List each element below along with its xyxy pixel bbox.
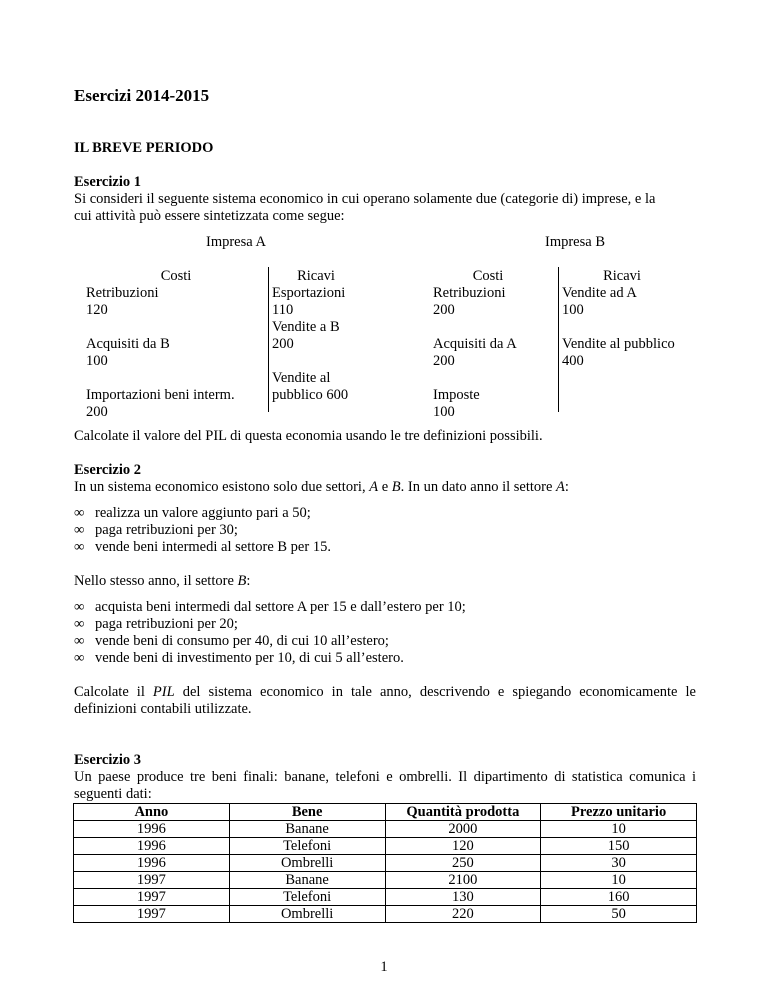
- table-cell: 50: [541, 906, 697, 923]
- list-item-text: paga retribuzioni per 20;: [95, 616, 238, 632]
- table-header-row: [74, 804, 697, 821]
- exercise-2-question-line-1: [74, 684, 696, 701]
- page-number: 1: [380, 959, 388, 975]
- firm-b-cost-line: 200: [433, 302, 455, 318]
- pil-term: PIL: [152, 684, 175, 700]
- exercise-1-heading: Esercizio 1: [74, 174, 141, 190]
- list-item-text: acquista beni intermedi dal settore A per 15 e dall’estero per 10;: [95, 599, 466, 615]
- table-cell: 30: [541, 855, 697, 872]
- table-cell: 250: [385, 855, 541, 872]
- table-cell: 10: [541, 821, 697, 838]
- firm-b-cost-line: Acquisiti da A: [433, 336, 517, 352]
- firm-b-costs-list: [433, 285, 553, 421]
- table-cell: 150: [541, 838, 697, 855]
- firm-a-cost-line: 200: [86, 404, 108, 420]
- intro-text: In un sistema economico esistono solo due settori,: [74, 479, 370, 495]
- sector-a-label: A: [556, 479, 565, 495]
- list-item-text: vende beni di investimento per 10, di cui 5 all’estero.: [95, 650, 404, 666]
- firm-a-cost-line: 120: [86, 302, 108, 318]
- table-cell: 2000: [385, 821, 541, 838]
- table-row: [74, 838, 697, 855]
- firm-b-cost-line: Retribuzioni: [433, 285, 506, 301]
- table-cell: 220: [385, 906, 541, 923]
- intro-text: :: [246, 573, 251, 589]
- list-item-text: vende beni intermedi al settore B per 15.: [95, 539, 331, 555]
- document-title: Esercizi 2014-2015: [74, 86, 210, 105]
- firm-b-title: Impresa B: [545, 234, 605, 250]
- list-item-text: realizza un valore aggiunto pari a 50;: [95, 505, 311, 521]
- firm-b-revenue-line: Vendite al pubblico: [562, 336, 675, 352]
- header-prezzo: Prezzo unitario: [541, 804, 697, 821]
- table-cell: 130: [385, 889, 541, 906]
- firm-b-cost-line: Imposte: [433, 387, 480, 403]
- bullet-icon: ∞: [74, 616, 85, 632]
- exercise-1-question: Calcolate il valore del PIL di questa economia usando le tre definizioni possibili.: [74, 428, 543, 444]
- table-cell: Banane: [229, 872, 385, 889]
- firm-a-divider: [268, 267, 269, 412]
- exercise-2-question-line-2: definizioni contabili utilizzate.: [74, 701, 252, 717]
- list-item: [74, 650, 696, 667]
- sector-b-label: B: [237, 573, 247, 589]
- list-item: [74, 599, 696, 616]
- table-row: [74, 906, 697, 923]
- firm-a-cost-line: [86, 319, 266, 336]
- table-cell: 1997: [74, 872, 230, 889]
- production-data-table: [73, 803, 697, 923]
- firm-a-cost-line: Importazioni beni interm.: [86, 387, 235, 403]
- exercise-3-intro-line-2: seguenti dati:: [74, 786, 152, 802]
- firm-a-revenue-line: pubblico 600: [272, 387, 349, 403]
- table-row: [74, 821, 697, 838]
- intro-text: e: [378, 479, 392, 495]
- firm-b-revenue-line: [562, 319, 702, 336]
- firm-b-revenues-header: Ricavi: [603, 268, 641, 284]
- list-item: [74, 633, 696, 650]
- exercise-3-intro-line-1: Un paese produce tre beni finali: banane, telefoni e ombrelli. Il dipartimento di statistica comunica i: [74, 769, 696, 785]
- firm-b-divider: [558, 267, 559, 412]
- firm-a-cost-line: [86, 370, 266, 387]
- sector-b-list: [74, 599, 696, 667]
- section-heading: IL BREVE PERIODO: [74, 140, 214, 156]
- list-item-text: paga retribuzioni per 30;: [95, 522, 238, 538]
- list-item: [74, 539, 696, 556]
- bullet-icon: ∞: [74, 633, 85, 649]
- list-item: [74, 616, 696, 633]
- firm-a-costs-list: [86, 285, 266, 421]
- firm-a-revenue-line: 110: [272, 302, 294, 318]
- table-row: [74, 889, 697, 906]
- sector-a-list: [74, 505, 696, 556]
- firm-a-revenue-line: Vendite a B: [272, 319, 340, 335]
- table-cell: 10: [541, 872, 697, 889]
- intro-text: . In un dato anno il settore: [400, 479, 557, 495]
- bullet-icon: ∞: [74, 539, 85, 555]
- exercise-1-intro-line-2: cui attività può essere sintetizzata come segue:: [74, 208, 345, 224]
- firm-b-cost-line: [433, 370, 553, 387]
- header-bene: Bene: [229, 804, 385, 821]
- table-cell: 1996: [74, 855, 230, 872]
- exercise-2-sector-b-intro: [74, 573, 696, 590]
- exercise-2-heading: Esercizio 2: [74, 462, 141, 478]
- list-item: [74, 522, 696, 539]
- table-cell: 120: [385, 838, 541, 855]
- table-cell: 1997: [74, 906, 230, 923]
- firm-a-revenue-line: 200: [272, 336, 294, 352]
- firm-a-revenue-line: [272, 353, 412, 370]
- firm-a-cost-line: Retribuzioni: [86, 285, 159, 301]
- table-cell: 2100: [385, 872, 541, 889]
- header-anno: Anno: [74, 804, 230, 821]
- list-item-text: vende beni di consumo per 40, di cui 10 all’estero;: [95, 633, 389, 649]
- firm-b-revenues-list: [562, 285, 702, 370]
- firm-a-costs-header: Costi: [160, 268, 192, 284]
- firm-a-revenues-list: [272, 285, 412, 404]
- table-row: [74, 872, 697, 889]
- sector-a-label: A: [369, 479, 379, 495]
- table-cell: 1996: [74, 821, 230, 838]
- exercise-1-intro-line-1: Si consideri il seguente sistema economico in cui operano solamente due (categorie di) imprese, e la: [74, 191, 656, 207]
- firm-b-cost-line: 100: [433, 404, 455, 420]
- intro-text: :: [564, 479, 569, 495]
- intro-text: Nello stesso anno, il settore: [74, 573, 238, 589]
- table-cell: Telefoni: [229, 838, 385, 855]
- bullet-icon: ∞: [74, 505, 85, 521]
- firm-b-revenue-line: 400: [562, 353, 584, 369]
- firm-a-cost-line: 100: [86, 353, 108, 369]
- bullet-icon: ∞: [74, 650, 85, 666]
- table-cell: 1996: [74, 838, 230, 855]
- table-cell: Ombrelli: [229, 906, 385, 923]
- firm-b-cost-line: [433, 319, 553, 336]
- question-text: Calcolate il: [74, 684, 153, 700]
- firm-a-revenues-header: Ricavi: [297, 268, 335, 284]
- table-row: [74, 855, 697, 872]
- bullet-icon: ∞: [74, 599, 85, 615]
- table-cell: Ombrelli: [229, 855, 385, 872]
- question-text: del sistema economico in tale anno, descrivendo e spiegando economicamente le: [174, 684, 696, 700]
- exercise-3-heading: Esercizio 3: [74, 752, 141, 768]
- table-cell: 160: [541, 889, 697, 906]
- list-item: [74, 505, 696, 522]
- table-cell: Banane: [229, 821, 385, 838]
- firm-b-costs-header: Costi: [472, 268, 504, 284]
- firm-a-title: Impresa A: [206, 234, 266, 250]
- exercise-2-intro: [74, 479, 696, 496]
- firm-b-revenue-line: 100: [562, 302, 584, 318]
- firm-b-cost-line: 200: [433, 353, 455, 369]
- header-quantita: Quantità prodotta: [385, 804, 541, 821]
- table-cell: 1997: [74, 889, 230, 906]
- firm-b-revenue-line: Vendite ad A: [562, 285, 637, 301]
- table-cell: Telefoni: [229, 889, 385, 906]
- bullet-icon: ∞: [74, 522, 85, 538]
- firm-a-revenue-line: Esportazioni: [272, 285, 346, 301]
- sector-b-label: B: [391, 479, 401, 495]
- firm-a-revenue-line: Vendite al: [272, 370, 331, 386]
- firm-a-cost-line: Acquisiti da B: [86, 336, 170, 352]
